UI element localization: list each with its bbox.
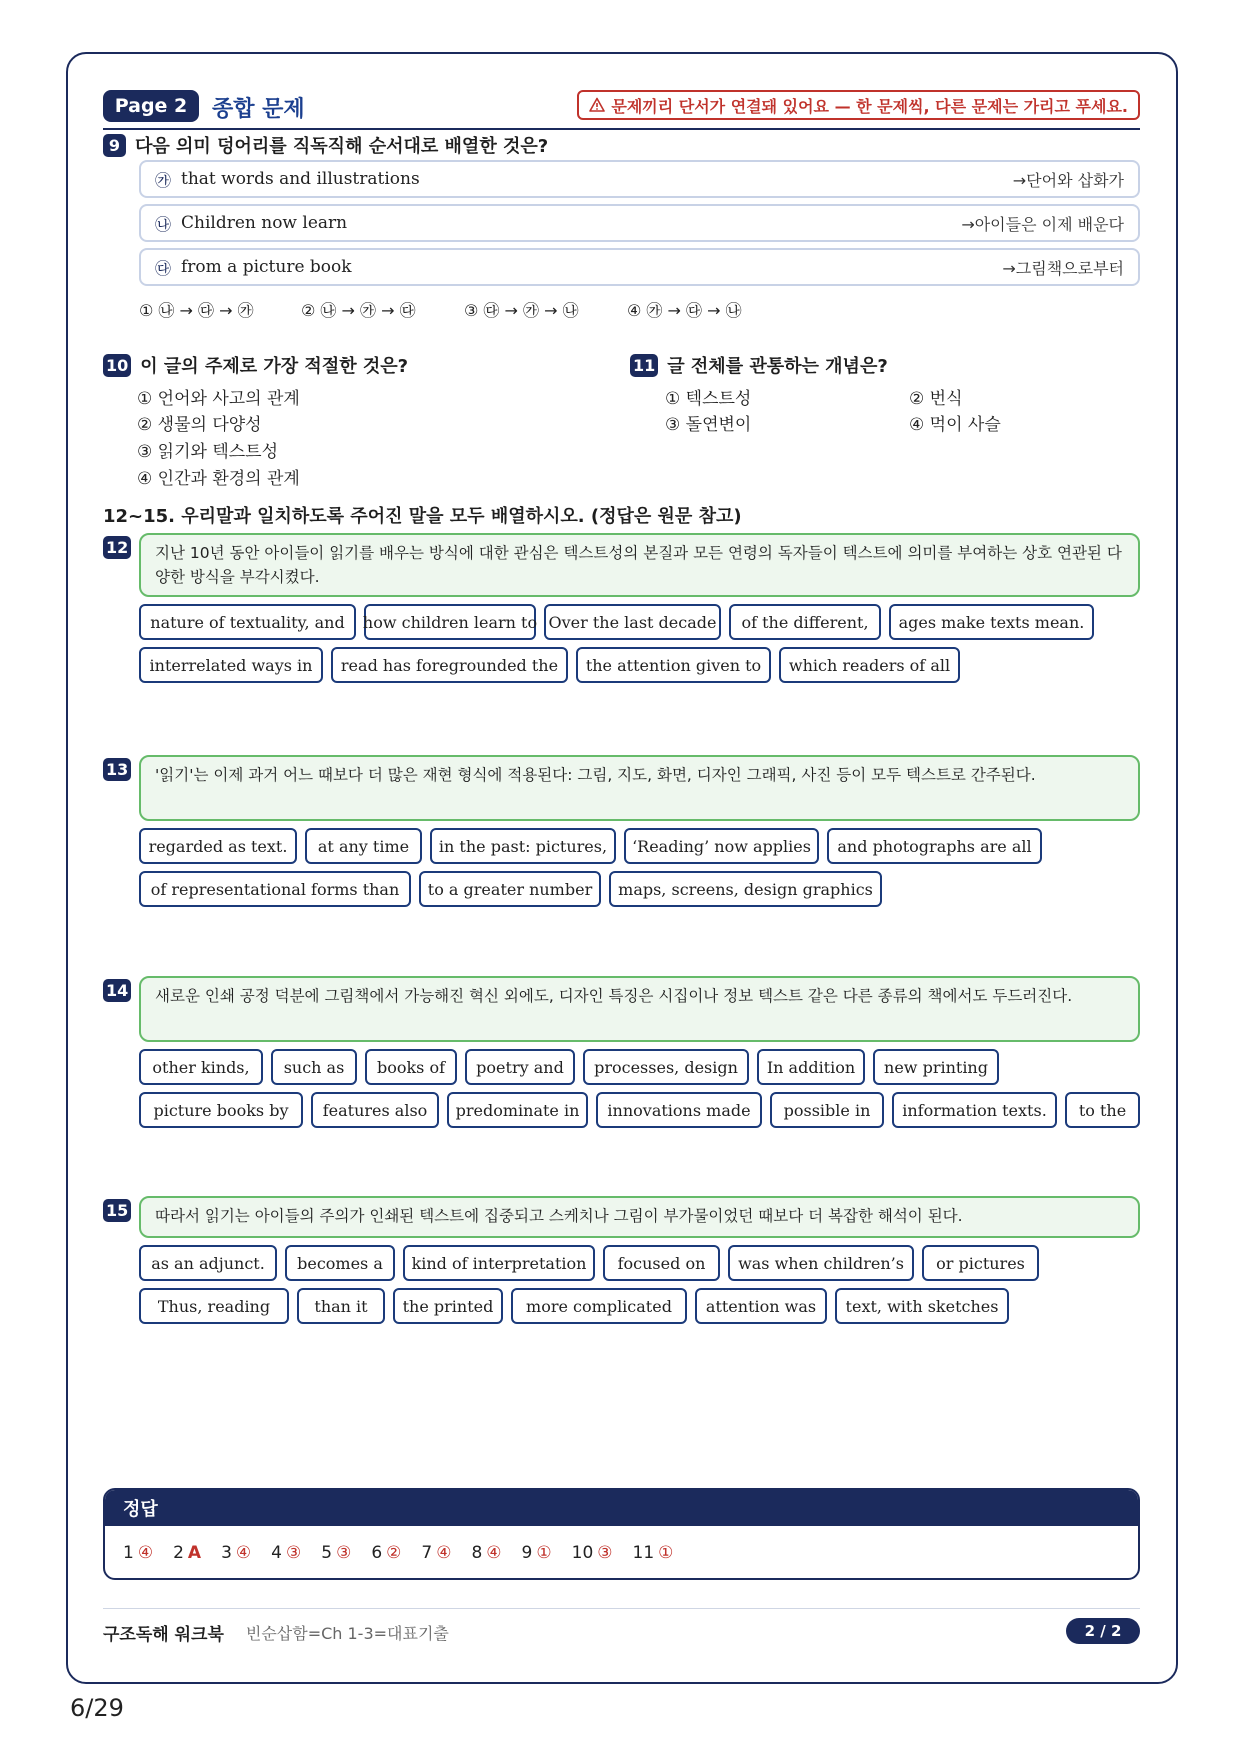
word-tile[interactable]: books of <box>365 1049 457 1085</box>
section-title: 종합 문제 <box>212 97 305 122</box>
word-tile[interactable]: and photographs are all <box>827 828 1042 864</box>
word-tile[interactable]: of representational forms than <box>139 871 411 907</box>
answer-item: 3 ④ <box>221 1543 252 1563</box>
chunk-korean: →그림책으로부터 <box>1002 258 1124 278</box>
word-tile[interactable]: nature of textuality, and <box>139 604 356 640</box>
answer-key-title: 정답 <box>105 1490 1138 1526</box>
word-tile[interactable]: innovations made <box>596 1092 762 1128</box>
chunk-marker: ㉰ <box>155 258 172 278</box>
q11-option-1[interactable]: ① 텍스트성 <box>665 389 752 409</box>
page-indicator: 2 / 2 <box>1066 1618 1140 1644</box>
word-tile[interactable]: picture books by <box>139 1092 303 1128</box>
q12-korean-prompt: 지난 10년 동안 아이들이 읽기를 배우는 방식에 대한 관심은 텍스트성의 본질과 모든 연령의 독자들이 텍스트에 의미를 부여하는 상호 연관된 다양한 방식을 부각시켰다. <box>139 533 1140 597</box>
q13-korean-prompt: '읽기'는 이제 과거 어느 때보다 더 많은 재현 형식에 적용된다: 그림, 지도, 화면, 디자인 그래픽, 사진 등이 모두 텍스트로 간주된다. <box>139 755 1140 821</box>
q15-korean-prompt: 따라서 읽기는 아이들의 주의가 인쇄된 텍스트에 집중되고 스케치나 그림이 부가물이었던 때보다 더 복잡한 해석이 된다. <box>139 1196 1140 1238</box>
word-tile[interactable]: attention was <box>695 1288 827 1324</box>
question-11-title <box>630 352 888 378</box>
chunk-ga <box>139 160 1140 198</box>
answer-key <box>103 1488 1140 1580</box>
word-tile[interactable]: at any time <box>305 828 422 864</box>
word-tile[interactable]: how children learn to <box>364 604 536 640</box>
question-number: 9 <box>103 134 126 157</box>
answer-item: 4 ③ <box>271 1543 302 1563</box>
warning-icon <box>589 97 605 113</box>
document-page-number: 6/29 <box>70 1694 124 1722</box>
question-text: 이 글의 주제로 가장 적절한 것은? <box>140 356 409 377</box>
word-tile[interactable]: such as <box>271 1049 357 1085</box>
q9-option-2[interactable]: ② ㉯ → ㉮ → ㉰ <box>301 301 416 320</box>
chunk-marker: ㉮ <box>155 170 172 190</box>
word-tile[interactable]: information texts. <box>892 1092 1057 1128</box>
page-header <box>103 88 1140 130</box>
question-10-title <box>103 352 408 378</box>
word-tile[interactable]: which readers of all <box>779 647 960 683</box>
q11-option-4[interactable]: ④ 먹이 사슬 <box>909 415 1001 435</box>
word-tile[interactable]: the printed <box>393 1288 503 1324</box>
word-tile[interactable]: In addition <box>757 1049 865 1085</box>
answer-item: 5 ③ <box>321 1543 352 1563</box>
q9-option-4[interactable]: ④ ㉮ → ㉰ → ㉯ <box>627 301 742 320</box>
q11-option-3[interactable]: ③ 돌연변이 <box>665 415 752 435</box>
word-tile[interactable]: more complicated <box>511 1288 687 1324</box>
word-tile[interactable]: text, with sketches <box>835 1288 1009 1324</box>
chunk-korean: →단어와 삽화가 <box>1012 170 1124 190</box>
word-tile[interactable]: was when children’s <box>728 1245 914 1281</box>
section-12-15-title <box>103 502 742 528</box>
page-frame <box>66 52 1178 1684</box>
q10-option-1[interactable]: ① 언어와 사고의 관계 <box>137 389 300 409</box>
workbook-title: 구조독해 워크북 <box>103 1625 224 1645</box>
word-tile[interactable]: as an adjunct. <box>139 1245 277 1281</box>
word-tile[interactable]: becomes a <box>285 1245 395 1281</box>
question-number-12: 12 <box>103 536 131 559</box>
question-9-title <box>103 132 548 158</box>
word-tile[interactable]: Over the last decade <box>544 604 721 640</box>
footer-divider <box>103 1608 1140 1609</box>
question-number: 11 <box>630 354 658 377</box>
answer-item: 10 ③ <box>571 1543 613 1563</box>
answer-item: 6 ② <box>371 1543 402 1563</box>
chunk-english: from a picture book <box>181 257 352 277</box>
word-tile[interactable]: features also <box>311 1092 439 1128</box>
word-tile[interactable]: possible in <box>770 1092 884 1128</box>
q11-option-2[interactable]: ② 번식 <box>909 389 963 409</box>
answer-item: 9 ① <box>521 1543 552 1563</box>
word-tile[interactable]: other kinds, <box>139 1049 263 1085</box>
footer <box>103 1620 449 1645</box>
word-tile[interactable]: to a greater number <box>419 871 601 907</box>
word-tile[interactable]: predominate in <box>447 1092 588 1128</box>
chunk-da <box>139 248 1140 286</box>
word-tile[interactable]: in the past: pictures, <box>430 828 616 864</box>
question-text: 다음 의미 덩어리를 직독직해 순서대로 배열한 것은? <box>135 136 549 157</box>
word-tile[interactable]: of the different, <box>729 604 881 640</box>
word-tile[interactable]: ages make texts mean. <box>889 604 1094 640</box>
q9-option-1[interactable]: ① ㉯ → ㉰ → ㉮ <box>139 301 254 320</box>
chunk-english: that words and illustrations <box>181 169 420 189</box>
word-tile[interactable]: kind of interpretation <box>403 1245 595 1281</box>
q9-option-3[interactable]: ③ ㉰ → ㉮ → ㉯ <box>464 301 579 320</box>
question-number: 10 <box>103 354 131 377</box>
word-tile[interactable]: ‘Reading’ now applies <box>624 828 819 864</box>
question-text: 글 전체를 관통하는 개념은? <box>667 356 888 377</box>
word-tile[interactable]: new printing <box>873 1049 999 1085</box>
page-tag: Page 2 <box>103 90 199 122</box>
chunk-english: Children now learn <box>181 213 348 233</box>
word-tile[interactable]: maps, screens, design graphics <box>609 871 882 907</box>
section-instruction: 12~15. 우리말과 일치하도록 주어진 말을 모두 배열하시오. (정답은 원문 참고) <box>103 506 742 527</box>
question-number-14: 14 <box>103 979 131 1002</box>
answer-item: 11 ① <box>632 1543 674 1563</box>
chunk-korean: →아이들은 이제 배운다 <box>961 214 1124 234</box>
q10-option-3[interactable]: ③ 읽기와 텍스트성 <box>137 442 279 462</box>
word-tile[interactable]: processes, design <box>583 1049 749 1085</box>
answer-item: 1 ④ <box>123 1543 154 1563</box>
chunk-marker: ㉯ <box>155 214 172 234</box>
answer-item: 7 ④ <box>421 1543 452 1563</box>
warning-text: 문제끼리 단서가 연결돼 있어요 — 한 문제씩, 다른 문제는 가리고 푸세요. <box>611 96 1128 116</box>
answer-item: 8 ④ <box>471 1543 502 1563</box>
chunk-na <box>139 204 1140 242</box>
word-tile[interactable]: to the <box>1065 1092 1140 1128</box>
word-tile[interactable]: regarded as text. <box>139 828 297 864</box>
worksheet-content <box>103 88 1140 1645</box>
question-number-13: 13 <box>103 758 131 781</box>
word-tile[interactable]: than it <box>297 1288 385 1324</box>
word-tile[interactable]: or pictures <box>922 1245 1039 1281</box>
word-tile[interactable]: poetry and <box>465 1049 575 1085</box>
word-tile[interactable]: interrelated ways in <box>139 647 323 683</box>
word-tile[interactable]: the attention given to <box>576 647 771 683</box>
question-number-15: 15 <box>103 1199 131 1222</box>
answer-item: 2 A <box>173 1543 202 1563</box>
q10-option-2[interactable]: ② 생물의 다양성 <box>137 415 262 435</box>
word-tile[interactable]: read has foregrounded the <box>331 647 568 683</box>
q14-korean-prompt: 새로운 인쇄 공정 덕분에 그림책에서 가능해진 혁신 외에도, 디자인 특징은 시집이나 정보 텍스트 같은 다른 종류의 책에서도 두드러진다. <box>139 976 1140 1042</box>
warning-banner <box>577 90 1140 120</box>
answer-list <box>105 1526 1138 1580</box>
word-tile[interactable]: focused on <box>603 1245 720 1281</box>
word-tile[interactable]: Thus, reading <box>139 1288 289 1324</box>
q10-option-4[interactable]: ④ 인간과 환경의 관계 <box>137 469 300 489</box>
workbook-subtitle: 빈순삽함=Ch 1-3=대표기출 <box>245 1624 449 1643</box>
